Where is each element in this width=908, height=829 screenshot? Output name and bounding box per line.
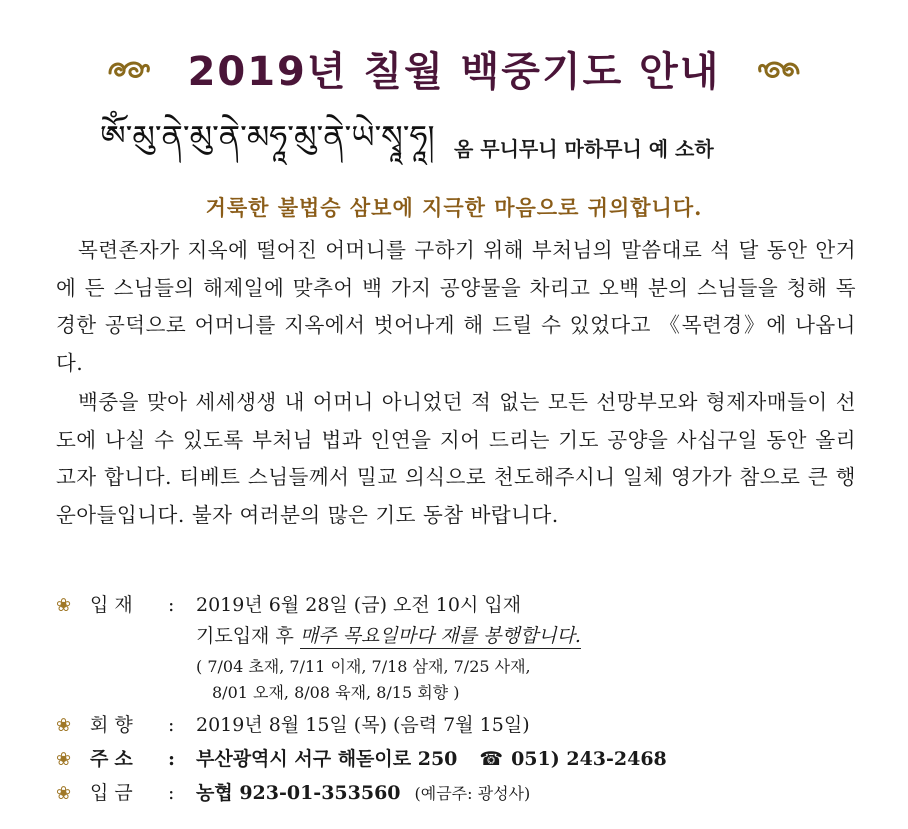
ipje-note: [196, 621, 581, 651]
paragraph-1: 목련존자가 지옥에 떨어진 어머니를 구하기 위해 부처님의 말씀대로 석 달 동안 안거에 든 스님들의 해제일에 맞추어 백 가지 공양물을 차리고 오백 분의 스님들을 청해 독경한 공덕으로 어머니를 지옥에서 벗어나게 해 드릴 수 있었다고 《목련경》에 나옵니다.: [56, 238, 856, 375]
korean-mantra: 옴 무니무니 마하무니 예 소하: [454, 136, 714, 161]
ipje-note-emph: 매주 목요일마다 재를 봉행합니다.: [299, 625, 581, 647]
info-label: 입재: [90, 594, 139, 616]
info-value: 2019년 8월 15일 (목) (음력 7월 15일): [196, 714, 530, 736]
info-ipje: [56, 590, 521, 621]
info-colon: :: [168, 594, 175, 616]
flower-bullet-icon: ❀: [56, 715, 72, 736]
ipje-schedule-2: 8/01 오재, 8/08 육재, 8/15 회향 ): [212, 683, 460, 702]
flower-bullet-icon: ❀: [56, 749, 72, 770]
refuge-line: 거룩한 불법승 삼보에 지극한 마음으로 귀의합니다.: [205, 195, 703, 220]
phone-value: 051) 243-2468: [511, 748, 667, 770]
page-title-row: [0, 40, 908, 97]
flower-bullet-icon: ❀: [56, 783, 72, 804]
info-colon: :: [168, 748, 176, 770]
info-deposit: [56, 778, 530, 809]
flower-bullet-icon: ❀: [56, 595, 72, 616]
info-colon: :: [168, 714, 175, 736]
account-holder: (예금주: 광성사): [414, 784, 531, 803]
right-ornament-icon: [756, 55, 802, 83]
info-value: 2019년 6월 28일 (금) 오전 10시 입재: [196, 594, 522, 616]
tibetan-mantra: ༀ་མུ་ནེ་མུ་ནེ་མཧཱ་མུ་ནེ་ཡེ་སྭཱ་ཧཱ།: [100, 118, 435, 156]
ipje-schedule-1: ( 7/04 초재, 7/11 이재, 7/18 삼재, 7/25 사재,: [196, 657, 531, 676]
info-address: [56, 744, 667, 775]
telephone-icon: ☎: [479, 748, 504, 770]
info-label: 회향: [90, 714, 139, 736]
page-title: 2019년 칠월 백중기도 안내: [187, 49, 721, 95]
ipje-note-prefix: 기도입재 후: [196, 625, 300, 647]
left-ornament-icon: [106, 55, 152, 83]
mantra-line: [100, 118, 860, 172]
paragraph-2: 백중을 맞아 세세생생 내 어머니 아니었던 적 없는 모든 선망부모와 형제자매들이 선도에 나실 수 있도록 부처님 법과 인연을 지어 드리는 기도 공양을 사십구일 동안 올리고자 합니다. 티베트 스님들께서 밀교 의식으로 천도해주시니 일체 영가가 참으로 큰 행운아들입니다. 불자 여러분의 많은 기도 동참 바랍니다.: [56, 390, 856, 527]
info-hoehyang: [56, 710, 530, 741]
info-colon: :: [168, 782, 175, 804]
info-label: 주소: [90, 748, 139, 770]
info-label: 입금: [90, 782, 139, 804]
account-value: 농협 923-01-353560: [196, 782, 401, 804]
address-value: 부산광역시 서구 해돋이로 250: [196, 748, 458, 770]
